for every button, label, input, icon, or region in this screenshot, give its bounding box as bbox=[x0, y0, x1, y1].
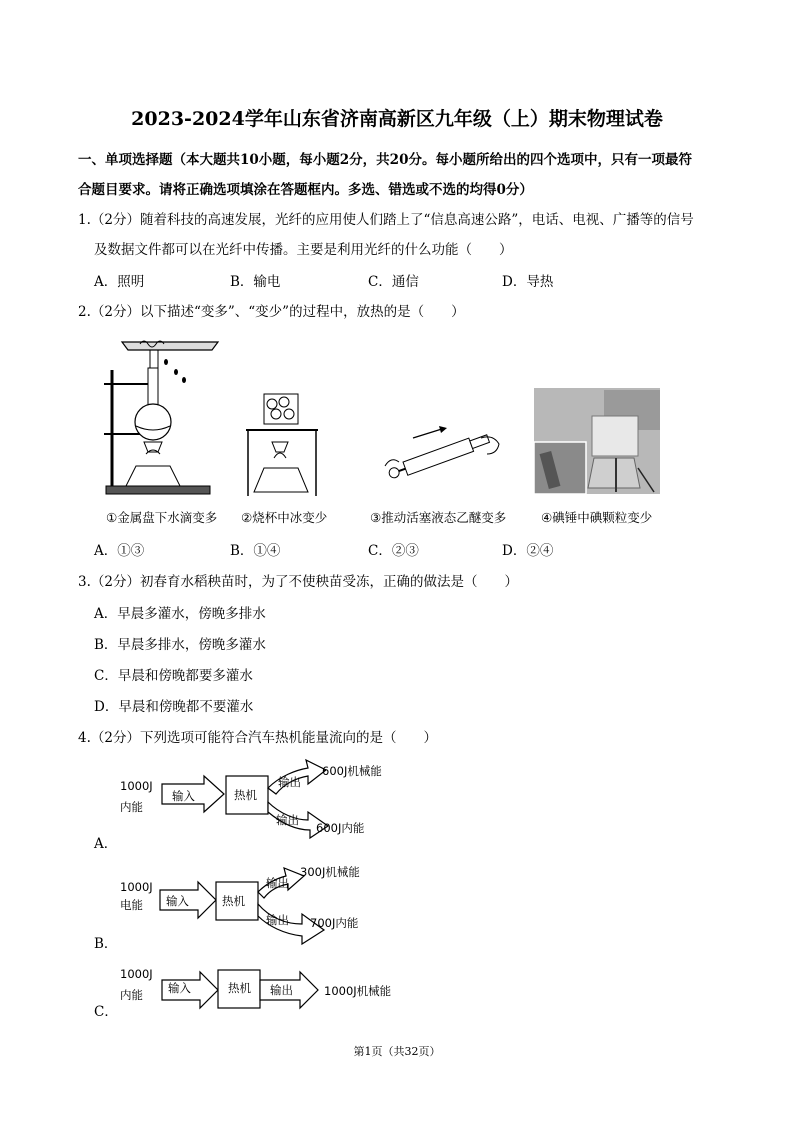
q4-a-energy-kind: 内能 bbox=[120, 800, 143, 814]
q4-b-energy-kind: 电能 bbox=[120, 898, 143, 912]
q1-stem-line2: 及数据文件都可以在光纤中传播。主要是利用光纤的什么功能（ ） bbox=[94, 242, 513, 258]
q2-caption-3: ③推动活塞液态乙醚变多 bbox=[370, 510, 507, 525]
q4-a-energy-amount: 1000J bbox=[120, 779, 153, 793]
q4-option-b[interactable]: B． bbox=[94, 936, 118, 952]
q4-c-input-label: 输入 bbox=[168, 981, 191, 995]
q4-c-energy-amount: 1000J bbox=[120, 967, 153, 981]
q4-b-output-1: 300J机械能 bbox=[300, 865, 360, 879]
q2-caption-4: ④碘锤中碘颗粒变少 bbox=[541, 510, 653, 525]
q4-option-a[interactable]: A． bbox=[94, 836, 118, 852]
q2-stem: 2.（2分）以下描述“变多”、“变少”的过程中，放热的是（ ） bbox=[78, 304, 465, 320]
q4-option-c[interactable]: C． bbox=[94, 1004, 118, 1020]
page-footer: 第1页（共32页） bbox=[353, 1045, 441, 1058]
q4-b-energy-amount: 1000J bbox=[120, 880, 153, 894]
q4-c-energy-kind: 内能 bbox=[120, 988, 143, 1002]
q4-a-input-label: 输入 bbox=[172, 789, 195, 803]
q2-option-d[interactable]: D．②④ bbox=[502, 543, 554, 559]
q4-a-output-2: 600J内能 bbox=[316, 821, 365, 835]
q3-option-a[interactable]: A．早晨多灌水，傍晚多排水 bbox=[94, 606, 266, 622]
section-heading-line2: 合题目要求。请将正确选项填涂在答题框内。多选、错选或不选的均得0分） bbox=[78, 182, 533, 198]
q1-option-c[interactable]: C．通信 bbox=[368, 274, 419, 290]
q4-b-input-label: 输入 bbox=[166, 894, 189, 908]
figure-beaker-ice bbox=[242, 392, 322, 498]
q2-option-a[interactable]: A．①③ bbox=[94, 543, 145, 559]
q4-c-output-1: 1000J机械能 bbox=[324, 984, 392, 998]
page-title: 2023-2024学年山东省济南高新区九年级（上）期末物理试卷 bbox=[131, 108, 663, 130]
q2-option-b[interactable]: B．①④ bbox=[230, 543, 281, 559]
q4-b-output-label-2: 输出 bbox=[266, 913, 289, 927]
q4-c-output-label: 输出 bbox=[270, 983, 293, 997]
q4-b-output-label-1: 输出 bbox=[266, 876, 289, 890]
q4-c-machine-label: 热机 bbox=[228, 981, 251, 995]
q2-caption-1: ①金属盘下水滴变多 bbox=[106, 510, 218, 525]
q1-stem-line1: 1.（2分）随着科技的高速发展，光纤的应用使人们踏上了“信息高速公路”，电话、电视、广播等的信号 bbox=[78, 212, 694, 228]
figure-metal-plate-condensation bbox=[100, 330, 230, 500]
figure-iodine-hammer-photo bbox=[534, 388, 660, 494]
q2-option-c[interactable]: C．②③ bbox=[368, 543, 419, 559]
q1-option-d[interactable]: D．导热 bbox=[502, 274, 554, 290]
q4-a-output-label-2: 输出 bbox=[276, 813, 299, 827]
figure-syringe-ether bbox=[383, 420, 503, 480]
q3-option-b[interactable]: B．早晨多排水，傍晚多灌水 bbox=[94, 637, 266, 653]
q3-option-c[interactable]: C．早晨和傍晚都要多灌水 bbox=[94, 668, 253, 684]
q3-stem: 3.（2分）初春育水稻秧苗时，为了不使秧苗受冻，正确的做法是（ ） bbox=[78, 574, 518, 590]
q4-a-output-label-1: 输出 bbox=[278, 775, 301, 789]
q4-a-output-1: 600J机械能 bbox=[322, 764, 382, 778]
q4-b-output-2: 700J内能 bbox=[310, 916, 359, 930]
q4-b-machine-label: 热机 bbox=[222, 894, 245, 908]
q1-option-b[interactable]: B．输电 bbox=[230, 274, 281, 290]
section-heading-line1: 一、单项选择题（本大题共10小题，每小题2分，共20分。每小题所给出的四个选项中，只有一项最符 bbox=[78, 152, 692, 168]
q4-a-machine-label: 热机 bbox=[234, 788, 257, 802]
q1-option-a[interactable]: A．照明 bbox=[94, 274, 145, 290]
q3-option-d[interactable]: D．早晨和傍晚都不要灌水 bbox=[94, 699, 254, 715]
q4-stem: 4.（2分）下列选项可能符合汽车热机能量流向的是（ ） bbox=[78, 730, 437, 746]
q2-caption-2: ②烧杯中冰变少 bbox=[241, 510, 328, 525]
